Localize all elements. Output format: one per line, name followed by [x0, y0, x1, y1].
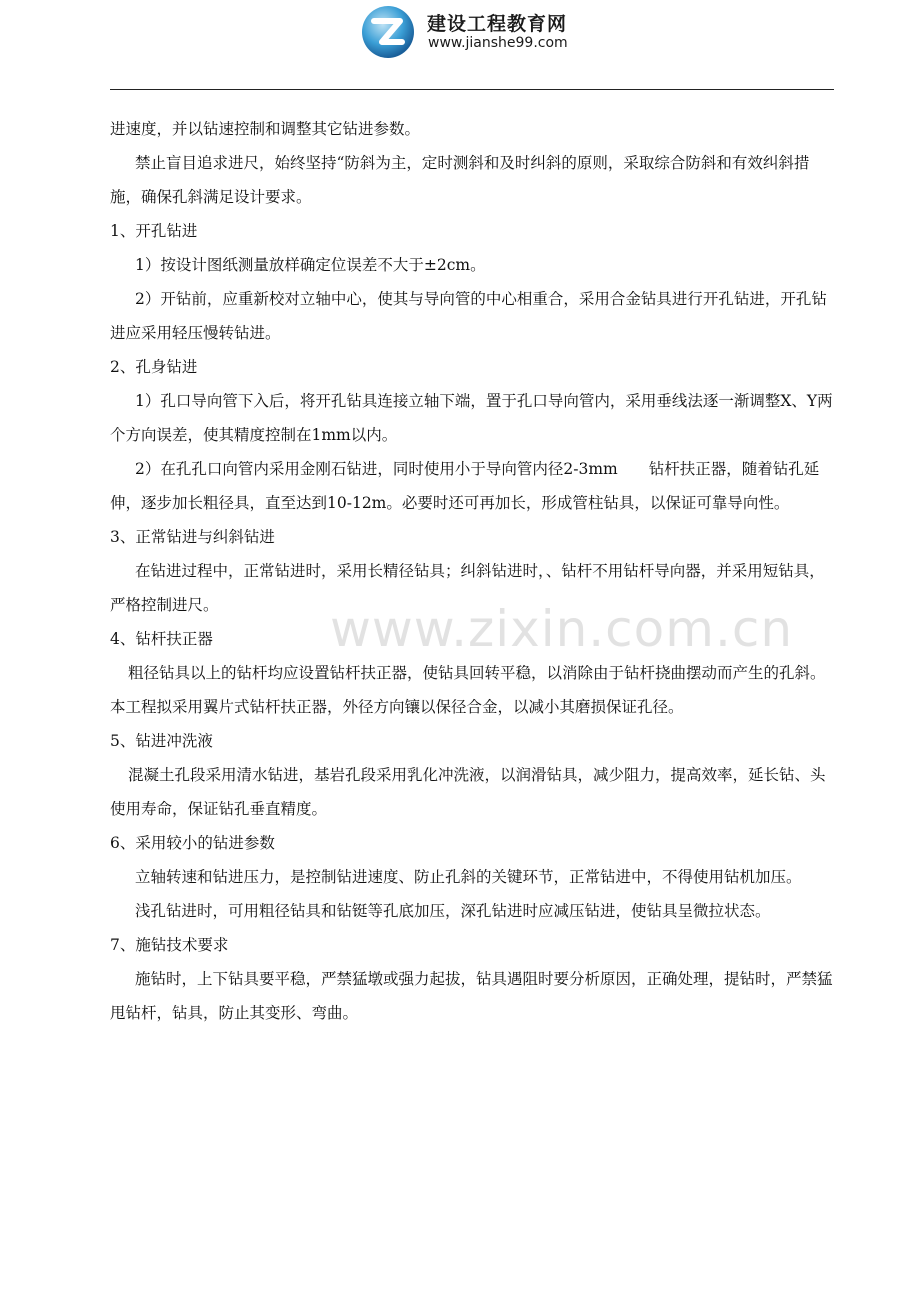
section-heading: 6、采用较小的钻进参数 — [110, 834, 275, 852]
paragraph: 施钻时，上下钻具要平稳，严禁猛墩或强力起拔，钻具遇阻时要分析原因，正确处理，提钻时，严禁猛甩钻杆，钻具，防止其变形、弯曲。 — [110, 970, 833, 1022]
paragraph: 混凝土孔段采用清水钻进，基岩孔段采用乳化冲洗液，以润滑钻具，减少阻力，提高效率，延长钻、头使用寿命，保证钻孔垂直精度。 — [110, 766, 826, 818]
paragraph: 禁止盲目追求进尺，始终坚持“防斜为主，定时测斜和及时纠斜的原则，采取综合防斜和有效纠斜措施，确保孔斜满足设计要求。 — [110, 154, 810, 206]
document-body — [110, 112, 834, 1030]
paragraph: 进速度，并以钻速控制和调整其它钻进参数。 — [110, 120, 421, 138]
section-heading: 7、施钻技术要求 — [110, 936, 229, 954]
section-heading: 3、正常钻进与纠斜钻进 — [110, 528, 275, 546]
paragraph: 粗径钻具以上的钻杆均应设置钻杆扶正器，使钻具回转平稳，以消除由于钻杆挠曲摆动而产生的孔斜。本工程拟采用翼片式钻杆扶正器，外径方向镶以保径合金，以减小其磨损保证孔径。 — [110, 664, 826, 716]
section-heading: 5、钻进冲洗液 — [110, 732, 213, 750]
paragraph: 2）在孔孔口向管内采用金刚石钻进，同时使用小于导向管内径2-3mm 钻杆扶正器，随着钻孔延伸，逐步加长粗径具，直至达到10-12m。必要时还可再加长，形成管柱钻具，以保证可靠导向性。 — [110, 460, 820, 512]
paragraph: 在钻进过程中，正常钻进时，采用长精径钻具；纠斜钻进时，、钻杆不用钻杆导向器，并采用短钻具，严格控制进尺。 — [110, 562, 825, 614]
paragraph: 1）孔口导向管下入后，将开孔钻具连接立轴下端，置于孔口导向管内，采用垂线法逐一渐调整X、Y两个方向误差，使其精度控制在1mm以内。 — [110, 392, 833, 444]
section-heading: 1、开孔钻进 — [110, 222, 198, 240]
site-logo-icon — [360, 4, 416, 60]
page-header — [0, 0, 920, 92]
site-url: www.jianshe99.com — [428, 35, 568, 51]
section-heading: 4、钻杆扶正器 — [110, 630, 213, 648]
watermark: www.zixin.com.cn — [330, 600, 794, 658]
section-heading: 2、孔身钻进 — [110, 358, 198, 376]
paragraph: 浅孔钻进时，可用粗径钻具和钻铤等孔底加压，深孔钻进时应减压钻进，使钻具呈微拉状态。 — [135, 902, 771, 920]
paragraph: 2）开钻前，应重新校对立轴中心，使其与导向管的中心相重合，采用合金钻具进行开孔钻进，开孔钻进应采用轻压慢转钻进。 — [110, 290, 827, 342]
site-name: 建设工程教育网 — [427, 13, 568, 35]
header-divider — [110, 89, 834, 90]
paragraph: 1）按设计图纸测量放样确定位误差不大于±2cm。 — [135, 256, 486, 274]
paragraph: 立轴转速和钻进压力，是控制钻进速度、防止孔斜的关键环节，正常钻进中，不得使用钻机加压。 — [135, 868, 802, 886]
